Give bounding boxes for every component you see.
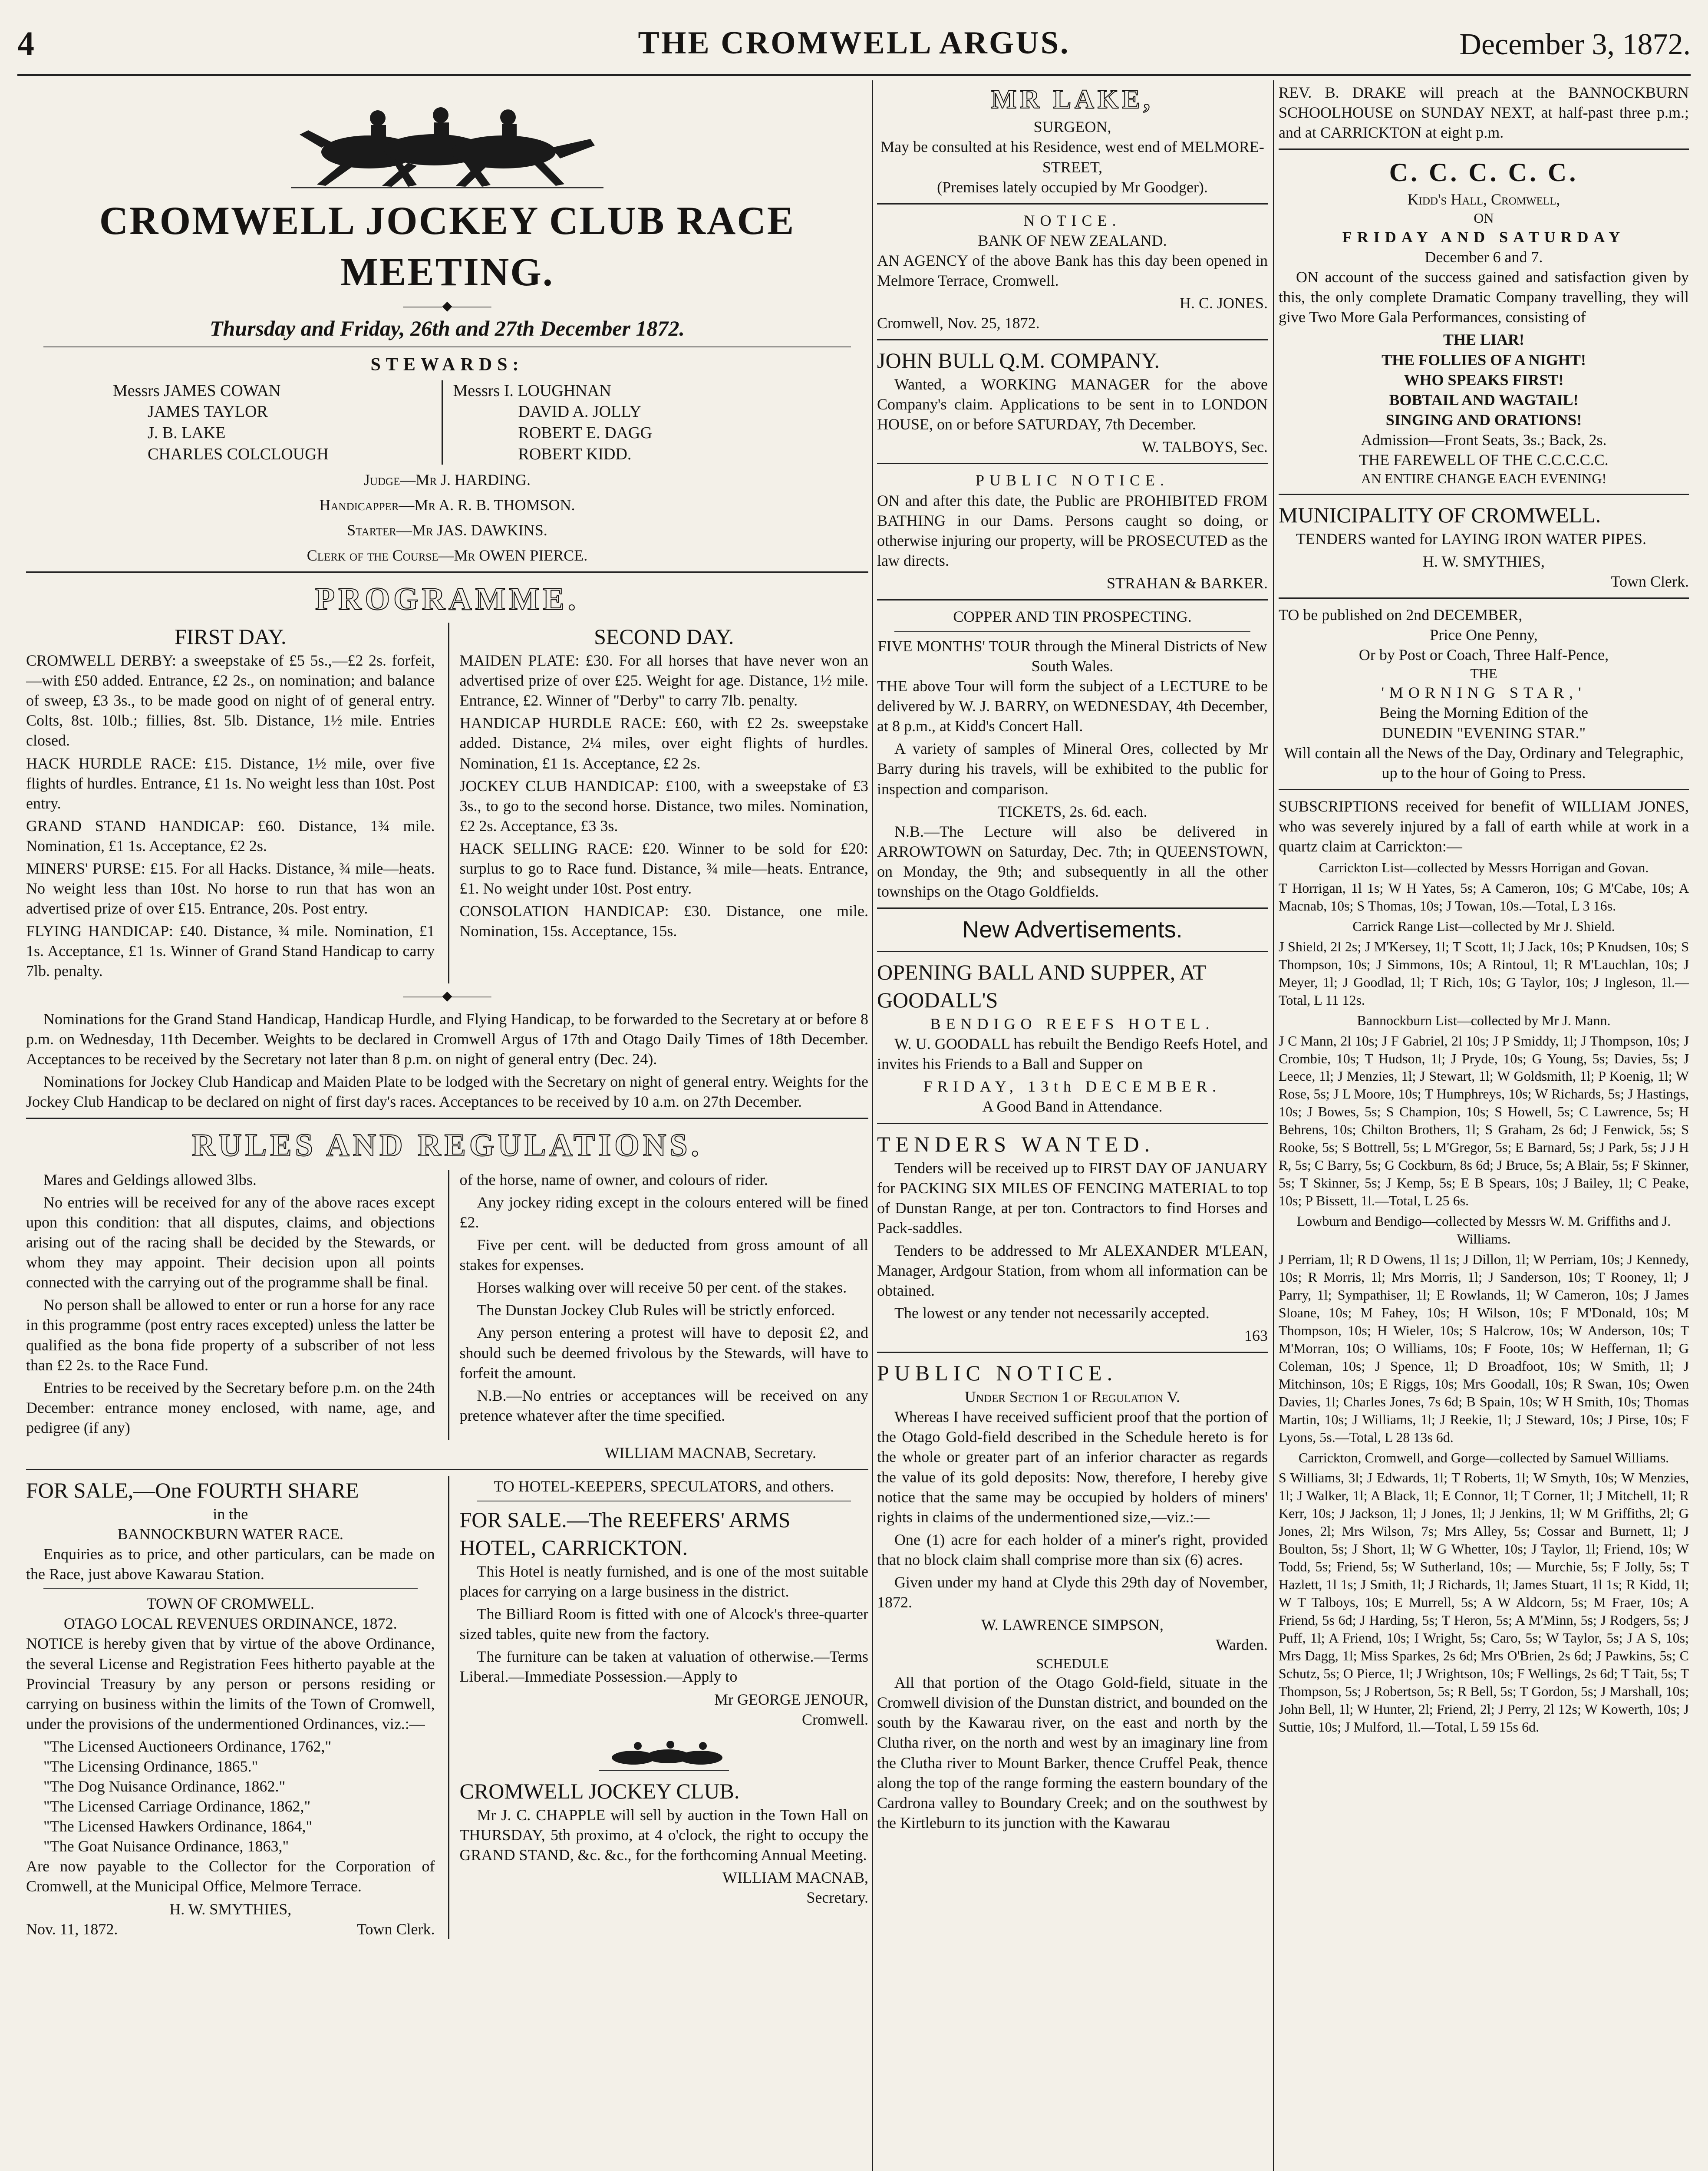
ball-body: W. U. GOODALL has rebuilt the Bendigo Reefs Hotel, and invites his Friends to a Ball and Supper on [877,1035,1268,1073]
share-sale-sub: BANNOCKBURN WATER RACE. [117,1525,343,1543]
rule-text: N.B.—No entries or acceptances will be received on any pretence whatever after the time specified. [459,1386,868,1424]
cccc-on: ON [1474,210,1494,226]
copper-sub: FIVE MONTHS' TOUR through the Mineral Districts of New South Wales. [877,637,1267,675]
pubnotice-title: PUBLIC NOTICE. [877,1361,1118,1386]
cccc-title: C. C. C. C. C. [1389,158,1579,187]
column-right [1279,82,1689,2171]
municipality-title: MUNICIPALITY OF CROMWELL. [1279,502,1601,527]
cccc-liar: THE LIAR! [1443,331,1525,349]
town-clerk-role: Town Clerk. [357,1920,435,1938]
ball-sub: BENDIGO REEFS HOTEL. [930,1015,1215,1033]
public-notice-signer: STRAHAN & BARKER. [1106,574,1268,592]
steward-name: Messrs I. LOUGHNAN [453,381,611,400]
town-clerk-name: H. W. SMYTHIES, [169,1900,292,1918]
copper-p1: THE above Tour will form the subject of a LECTURE to be delivered by W. J. BARRY, on WEDNESDAY, 4th December, at 8 p.m., at Kidd's Concert Hall. [877,677,1268,735]
bank-signer: H. C. JONES. [1179,294,1268,312]
rule-text: of the horse, name of owner, and colours of rider. [459,1171,768,1188]
subs-list-heading: Carrickton, Cromwell, and Gorge—collected by Samuel Williams. [1298,1449,1669,1465]
rule-text: No person shall be allowed to enter or run a horse for any race in this programme (post entry races excepted) unless the latter be qualified as the bona fide property of a subscriber of not less than £2 2s. to the Race Fund. [26,1296,435,1374]
pubnotice-p1: Whereas I have received sufficient proof that the portion of the Otago Gold-field described in the Schedule hereto is for the whole or greater part of an inferior character as regards the value of its gold deposits: Now, therefore, I hereby give notice that the same may be occupied by holders of miners' rights in claims of the undermentioned size,—viz.:— [877,1408,1268,1526]
column-middle [877,82,1268,2171]
subs-list-entries: J Perriam, 1l; R D Owens, 1l 1s; J Dillon, 1l; W Perriam, 10s; J Kennedy, 10s; R Morris, 1l; Mrs Morris, 1l; J Sanderson, 10s; T Rooney, 1l; J Parry, 1l; Sympathiser, 1l; E Rowlands, 1l; W Cameron, 10s; J James Sloane, 10s; M Fahey, 10s; H Wilson, 10s; F M'Donald, 10s; M Thompson, 10s; H Wieler, 10s; S Halcrow, 10s; W Anderson, 10s; T M'Morran, 10s; O Williams, 10s; F Foote, 10s; W Heffernan, 1l; G Coleman, 10s; J Spence, 1l; D Broadfoot, 10s; W Smith, 1l; J Mitchinson, 10s; E Riggs, 10s; Mrs Goodall, 10s; R Swan, 10s; Owen Davies, 1l; Charles Jones, 7s 6d; B Spain, 10s; W H Smith, 10s; Thomas Martin, 10s; J Williams, 1l; J Reekie, 1l; J Steward, 10s; J Pirse, 10s; F Lyons, 5s.—Total, L 28 13s 6d. [1279,1251,1689,1445]
rule-text: Five per cent. will be deducted from gross amount of all stakes for expenses. [459,1236,868,1274]
race-entry: HANDICAP HURDLE RACE: £60, with £2 2s. sweepstake added. Distance, 2¼ miles, over eight flights of hurdles. Nomination, £1 1s. Acceptance, £2 2s. [459,714,868,772]
subs-intro: SUBSCRIPTIONS received for benefit of WILLIAM JONES, who was severely injured by a fall of earth while at work in a quartz claim at Carrickton:— [1279,797,1689,855]
race-entry: JOCKEY CLUB HANDICAP: £100, with a sweepstake of £3 3s., to go to the second horse. Distance, two miles. Nomination, £2 2s. Acceptance, £3 3s. [459,777,868,835]
programme-days [26,623,868,983]
stewards-list [113,380,781,465]
cccc-hall: Kidd's Hall, Cromwell, [1407,191,1560,208]
schedule-text: All that portion of the Otago Gold-field, situate in the Cromwell division of the Dunstan district, and bounded on the south by the Kawarau river, on the east and north by the Clutha river, on the north and west by an imaginary line from the Clutha river to Mount Barker, thence Cruffel Peak, thence along the top of the range forming the eastern boundary of the Cardrona valley to Boundary Creek; and on the southwest by the Kirtleburn to its junction with the Kawarau [877,1674,1268,1831]
drake-notice: REV. B. DRAKE will preach at the BANNOCKBURN SCHOOLHOUSE on SUNDAY NEXT, at half-past three p.m.; and at CARRICKTON at eight p.m. [1279,84,1689,142]
subs-list-entries: S Williams, 3l; J Edwards, 1l; T Roberts, 1l; W Smyth, 10s; W Menzies, 1l; J Walker, 1l; A Black, 1l; E Connor, 1l; T Corner, 1l; J Mitchell, 1l; R Kerr, 10s; J Jackson, 1l; J Jones, 1l; J Jenkins, 1l; W M Griffiths, 2l; G Jones, 2l; Mrs Wilson, 7s; Mrs Alley, 5s; Cossar and Burnett, 1l; J Boulton, 5s; J Short, 1l; W G Whetter, 10s; J Taylor, 1l; Friend, 10s; W Todd, 5s; Friend, 5s; W Sutherland, 10s; — Murchie, 5s; F Jolly, 5s; T Hazlett, 1l 1s; J Smith, 1l; J Richards, 1l; James Stuart, 1l 1s; R Kidd, 1l; W T Talboys, 10s; E Murrell, 5s; A W Aldcorn, 5s; M Fraer, 10s; A Friend, 5s 6d; J Harding, 5s; T Heron, 5s; A M'Minn, 5s; J Rodgers, 5s; J Puff, 1l; A Friend, 10s; I Wright, 5s; Caro, 5s; W Taylor, 5s; J A S, 10s; Mrs Dagg, 1l; Miss Sparkes, 2s 6d; Mrs O'Brien, 2s 6d; J Pawkins, 5s; C Schutz, 5s; O Pierce, 1l; J Wrightson, 10s; F Wellings, 2s 6d; T Tait, 5s; T Thompson, 5s; J Robertson, 5s; R Bell, 5s; T Gordon, 5s; J Marshall, 10s; John Bell, 1l; W Hunter, 2l; Friend, 2l; J Perry, 2l 12s; W Kowerth, 10s; J Suttie, 10s; J Mulford, 1l.—Total, L 59 15s 6d. [1279,1470,1689,1735]
steward-name: DAVID A. JOLLY [518,403,642,421]
starter: Starter—Mr JAS. DAWKINS. [347,521,547,539]
bank-date: Cromwell, Nov. 25, 1872. [877,314,1040,332]
steward-name: Messrs JAMES COWAN [113,381,281,400]
rule-text: The Dunstan Jockey Club Rules will be strictly enforced. [477,1301,835,1319]
public-notice-body: ON and after this date, the Public are PROHIBITED FROM BATHING in our Dams. Persons caught so doing, or otherwise injuring our property, will be PROSECUTED as the law directs. [877,492,1268,569]
ordinance-after: Are now payable to the Collector for the Corporation of Cromwell, at the Municipal Office, Melmore Terrace. [26,1858,435,1895]
masthead: THE CROMWELL ARGUS. [638,25,1070,61]
ordinance-item: "The Licensed Auctioneers Ordinance, 1762," [43,1737,332,1755]
cccc-farewell: THE FAREWELL OF THE C.C.C.C.C. [1359,451,1609,469]
cjc-title: CROMWELL JOCKEY CLUB. [459,1778,740,1803]
racehorses-vignette [599,1734,729,1773]
notice-heading: NOTICE. [1023,211,1121,229]
cjc-role: Secretary. [806,1889,868,1907]
rule-text: No entries will be received for any of the above races except upon this condition: that all disputes, claims, and objections arising out of the racing shall be decided by the Stewards, or whom they may appoint. Their decision upon all points connected with the carrying out of the programme shall be final. [26,1194,435,1291]
rule-text: Mares and Geldings allowed 3lbs. [43,1171,257,1188]
race-entry: MINERS' PURSE: £15. For all Hacks. Distance, ¾ mile—heats. No weight less than 10st. No horse to run that has won an advertised prize of over £15. Entrance, 20s. Post entry. [26,859,435,917]
race-meeting-title: CROMWELL JOCKEY CLUB RACE MEETING. [99,198,795,294]
cccc-who: WHO SPEAKS FIRST! [1404,371,1564,389]
lake-body: May be consulted at his Residence, west end of MELMORE-STREET, [880,138,1264,176]
lower-ads [26,1476,868,1939]
pubnotice-sub: Under Section 1 of Regulation V. [964,1388,1180,1406]
ordinance-item: "The Licensed Carriage Ordinance, 1862," [43,1798,311,1815]
hotel-text: This Hotel is neatly furnished, and is one of the most suitable places for carrying on a large business in the district. [459,1563,868,1600]
rule-text: Any jockey riding except in the colours entered will be fined £2. [459,1194,868,1231]
star-title: 'MORNING STAR,' [1381,684,1586,702]
copper-nb: N.B.—The Lecture will also be delivered in ARROWTOWN on Saturday, Dec. 7th; in QUEENSTOWN, on Monday, the 9th; and subsequently in all the other townships on the Otago Goldfields. [877,822,1268,900]
cccc-singing: SINGING AND ORATIONS! [1385,411,1582,429]
tenders-code: 163 [1244,1327,1268,1345]
cccc-dates: December 6 and 7. [1424,248,1543,266]
judge: Judge—Mr J. HARDING. [363,471,531,489]
star-the: THE [1470,666,1497,682]
tenders-title: TENDERS WANTED. [877,1132,1155,1156]
pubnotice-p2: One (1) acre for each holder of a miner's right, provided that no block claim shall comprise more than six (6) acres. [877,1531,1268,1568]
johnbull-body: Wanted, a WORKING MANAGER for the above Company's claim. Applications to be sent in to LONDON HOUSE, on or before SATURDAY, 7th December. [877,376,1268,433]
pubnotice-signer: W. LAWRENCE SIMPSON, [981,1616,1164,1634]
page-number: 4 [17,24,34,62]
cjc-body: Mr J. C. CHAPPLE will sell by auction in the Town Hall on THURSDAY, 5th proximo, at 4 o'clock, the right to occupy the GRAND STAND, &c. &c., for the forthcoming Annual Meeting. [459,1806,868,1864]
race-entry: FLYING HANDICAP: £40. Distance, ¾ mile. Nomination, £1 1s. Acceptance, £1 1s. Winner of Grand Stand Handicap to carry 7lb. penalty. [26,922,435,980]
ball-title: OPENING BALL AND SUPPER, AT GOODALL'S [877,960,1206,1013]
johnbull-signer: W. TALBOYS, Sec. [1141,438,1268,456]
steward-name: ROBERT KIDD. [518,445,632,463]
star-post: Or by Post or Coach, Three Half-Pence, [1358,646,1609,664]
ordinance-item: "The Goat Nuisance Ordinance, 1863," [43,1838,289,1855]
new-ads-heading: New Advertisements. [962,917,1183,943]
race-entry: HACK SELLING RACE: £20. Winner to be sold for £20: surplus to go to Race fund. Distance, ¾ mile—heats. Entrance, £1. No weight under 10st. Post entry. [459,839,868,897]
johnbull-title: JOHN BULL Q.M. COMPANY. [877,348,1160,373]
rules-columns [26,1170,868,1440]
share-sale-title: FOR SALE,—One FOURTH SHARE [26,1478,359,1503]
hotel-text: The Billiard Room is fitted with one of Alcock's three-quarter sized tables, quite new from the factory. [459,1605,868,1643]
subs-list-heading: Bannockburn List—collected by Mr J. Mann. [1357,1012,1611,1028]
bank-body: AN AGENCY of the above Bank has this day been opened in Melmore Terrace, Cromwell. [877,251,1268,289]
ordinance-body: NOTICE is hereby given that by virtue of the above Ordinance, the several License and Registration Fees hitherto payable at the Provincial Treasury by any person or persons residing or carrying on business within the limits of the Town of Cromwell, under the provisions of the undermentioned Ordinances, viz.:— [26,1635,435,1732]
stewards-heading: STEWARDS: [370,354,524,375]
nominations-text: Nominations for Jockey Club Handicap and Maiden Plate to be lodged with the Secretary on night of general entry. Weights for the Jockey Club Handicap to be declared on night of first day's races. Acceptances to be received by 10 a.m. on 27th December. [26,1073,868,1111]
subs-list-entries: T Horrigan, 1l 1s; W H Yates, 5s; A Cameron, 10s; G M'Cabe, 10s; A Macnab, 10s; S Thomas, 10s; J Towan, 10s.—Total, L 3 16s. [1279,880,1689,914]
lake-note: (Premises lately occupied by Mr Goodger). [937,178,1208,196]
cccc-bobtail: BOBTAIL AND WAGTAIL! [1389,391,1579,409]
steward-name: CHARLES COLCLOUGH [148,445,329,463]
rule-text: Horses walking over will receive 50 per cent. of the stakes. [477,1279,847,1297]
lake-role: SURGEON, [1033,118,1111,136]
race-entry: CROMWELL DERBY: a sweepstake of £5 5s.,—£2 2s. forfeit,—with £50 added. Entrance, £2 2s., on nomination; and balance of sweep, £3 3s., to be made good on night of of general entry. Colts, 8st. 10lb.; fillies, 8st. 5lb. Distance, 1½ mile. Entries closed. [26,652,435,749]
race-entry: CONSOLATION HANDICAP: £30. Distance, one mile. Nomination, 15s. Acceptance, 15s. [459,902,868,940]
star-pub: TO be published on 2nd DECEMBER, [1279,606,1523,624]
issue-date: December 3, 1872. [1459,28,1691,61]
cccc-admission: Admission—Front Seats, 3s.; Back, 2s. [1361,431,1607,449]
ordinance-item: "The Dog Nuisance Ordinance, 1862." [43,1778,286,1795]
column-rule [872,80,873,2171]
subs-list-entries: J Shield, 2l 2s; J M'Kersey, 1l; T Scott, 1l; J Jack, 10s; P Knudsen, 10s; S Thompson, 10s; J Simmons, 10s; A Rintoul, 1l; R M'Lauchlan, 10s; J Meyer, 1l; J Goodlad, 1l; T Rich, 10s; G Taylor, 10s; J Ingleson, 1l.—Total, L 11 12s. [1279,938,1689,1008]
ordinance-date: Nov. 11, 1872. [26,1920,118,1938]
ball-band: A Good Band in Attendance. [982,1098,1163,1115]
secretary-signature: WILLIAM MACNAB, Secretary. [604,1444,816,1462]
ornament-divider: ———◆——— [403,298,491,313]
pubnotice-role: Warden. [1215,1636,1268,1654]
handicapper: Handicapper—Mr A. R. B. THOMSON. [319,496,575,514]
municipality-role: Town Clerk. [1611,573,1689,591]
race-dates: Thursday and Friday, 26th and 27th December 1872. [209,316,685,340]
cccc-follies: THE FOLLIES OF A NIGHT! [1382,351,1586,369]
star-price: Price One Penny, [1430,626,1538,644]
rule-text: Any person entering a protest will have to deposit £2, and should such be deemed frivolous by the Stewards, will have to forfeit the amount. [459,1324,868,1382]
star-body: Will contain all the News of the Day, Ordinary and Telegraphic, up to the hour of Going to Press. [1284,744,1684,782]
cccc-change: AN ENTIRE CHANGE EACH EVENING! [1361,471,1607,486]
steward-name: JAMES TAYLOR [148,403,268,421]
ordinance-item: "The Licensing Ordinance, 1865." [43,1757,258,1775]
subs-list-heading: Carrick Range List—collected by Mr J. Shield. [1352,918,1615,934]
header-rule [17,74,1691,76]
hotel-text: The furniture can be taken at valuation of otherwise.—Terms Liberal.—Immediate Possession.—Apply to [459,1648,868,1686]
clerk-of-course: Clerk of the Course—Mr OWEN PIERCE. [307,547,588,564]
ornament-divider: ———◆——— [403,989,491,1003]
ordinance-title: OTAGO LOCAL REVENUES ORDINANCE, 1872. [63,1615,397,1633]
ball-date: FRIDAY, 13th DECEMBER. [923,1078,1222,1095]
rule-text: Entries to be received by the Secretary before p.m. on the 24th December: entrance money enclosed, with name, age, and pedigree (if any) [26,1379,435,1436]
race-entry: GRAND STAND HANDICAP: £60. Distance, 1¾ mile. Nomination, £1 1s. Acceptance, £2 2s. [26,817,435,855]
pubnotice-p3: Given under my hand at Clyde this 29th day of November, 1872. [877,1573,1268,1611]
column-left [26,82,868,2171]
race-entry: MAIDEN PLATE: £30. For all horses that have never won an advertised prize of over £25. Weight for age. Distance, 1½ mile. Entrance, £2. Winner of "Derby" to carry 7lb. penalty. [459,652,868,709]
copper-title: COPPER AND TIN PROSPECTING. [953,607,1192,625]
cccc-body: ON account of the success gained and satisfaction given by this, the only complete Dramatic Company travelling, they will give Two More Gala Performances, consisting of [1279,268,1689,326]
hotel-heading: TO HOTEL-KEEPERS, SPECULATORS, and others. [494,1478,834,1495]
subs-list-heading: Lowburn and Bendigo—collected by Messrs W. M. Griffiths and J. Williams. [1296,1213,1671,1247]
hotel-contact: Mr GEORGE JENOUR, [714,1690,868,1708]
town-heading: TOWN OF CROMWELL. [146,1595,314,1613]
copper-tickets: TICKETS, 2s. 6d. each. [997,802,1147,820]
schedule-heading: SCHEDULE [1036,1656,1109,1672]
hotel-place: Cromwell. [802,1710,868,1728]
programme-heading: PROGRAMME. [315,581,580,617]
star-being: Being the Morning Edition of the [1379,704,1588,722]
tenders-p3: The lowest or any tender not necessarily accepted. [894,1304,1210,1322]
page-header [17,13,1691,76]
subs-list-heading: Carrickton List—collected by Messrs Horrigan and Govan. [1319,860,1649,875]
municipality-signer: H. W. SMYTHIES, [1422,553,1545,571]
bank-title: BANK OF NEW ZEALAND. [978,231,1167,249]
day-heading: FIRST DAY. [174,624,287,649]
column-rule [1273,80,1274,2171]
cccc-days: FRIDAY AND SATURDAY [1342,228,1626,246]
tenders-p2: Tenders to be addressed to Mr ALEXANDER M'LEAN, Manager, Ardgour Station, from whom all information can be obtained. [877,1241,1268,1299]
ordinance-item: "The Licensed Hawkers Ordinance, 1864," [43,1818,313,1835]
steward-name: J. B. LAKE [148,423,226,442]
subs-list-entries: J C Mann, 2l 10s; J F Gabriel, 2l 10s; J P Smiddy, 1l; J Thompson, 10s; J Crombie, 10s; T Hudson, 1l; J Pryde, 10s; G Young, 5s; Davies, 5s; J Leece, 1l; J Menzies, 1l; J Stewart, 1l; W Goldsmith, 1l; P Koenig, 1l; W Rose, 5s; J L Moore, 10s; T Humphreys, 10s; W Richards, 5s; J Hastings, 10s; J Bowes, 5s; S Champion, 10s; S Howell, 5s; C Lawrence, 5s; H Behrens, 10s; Chilton Brothers, 1l; S Graham, 2s 6d; J Fenwick, 5s; S Rooke, 5s; S Bottrell, 5s; L M'Gregor, 5s; E Barnard, 5s; J Park, 5s; J J H R, 5s; C Barry, 5s; G Cockburn, 8s 6d; J Bruce, 5s; A Blair, 5s; F Skinner, 5s; T Skinner, 5s; J Kemp, 5s; E B Spears, 10s; J Bailey, 1l; C Peake, 10s; P Bissett, 1l.—Total, L 25 6s. [1279,1033,1689,1209]
racehorses-engraving [291,87,603,191]
cjc-signer: WILLIAM MACNAB, [722,1868,868,1886]
steward-name: ROBERT E. DAGG [518,423,652,442]
race-entry: HACK HURDLE RACE: £15. Distance, 1½ mile, over five flights of hurdles. Entrance, £1 1s. No weight less than 10st. Post entry. [26,754,435,812]
rules-heading: RULES AND REGULATIONS. [192,1128,702,1164]
star-dunedin: DUNEDIN "EVENING STAR." [1382,724,1586,742]
nominations-text: Nominations for the Grand Stand Handicap, Handicap Hurdle, and Flying Handicap, to be forwarded to the Secretary at or before 8 p.m. on Wednesday, 11th December. Weights to be declared in Cromwell Argus of 17th and Otago Daily Times of 18th December. Acceptances to be received by the Secretary not later than 8 p.m. on night of general entry (Dec. 24). [26,1010,868,1068]
tenders-p1: Tenders will be received up to FIRST DAY OF JANUARY for PACKING SIX MILES OF FENCING MATERIAL to top of Dunstan Range, at per ton. Contractors to find Horses and Pack-saddles. [877,1159,1268,1237]
hotel-title: FOR SALE.—The REEFERS' ARMS HOTEL, CARRICKTON. [459,1508,791,1560]
share-sale-sub: in the [213,1505,248,1523]
public-notice-title: PUBLIC NOTICE. [976,472,1169,489]
share-sale-body: Enquiries as to price, and other particulars, can be made on the Race, just above Kawarau Station. [26,1545,435,1583]
municipality-body: TENDERS wanted for LAYING IRON WATER PIPES. [1296,530,1646,548]
copper-p2: A variety of samples of Mineral Ores, collected by Mr Barry during his travels, will be exhibited to the public for inspection and comparison. [877,740,1268,798]
lake-title: MR LAKE, [991,85,1154,114]
day-heading: SECOND DAY. [594,624,734,649]
